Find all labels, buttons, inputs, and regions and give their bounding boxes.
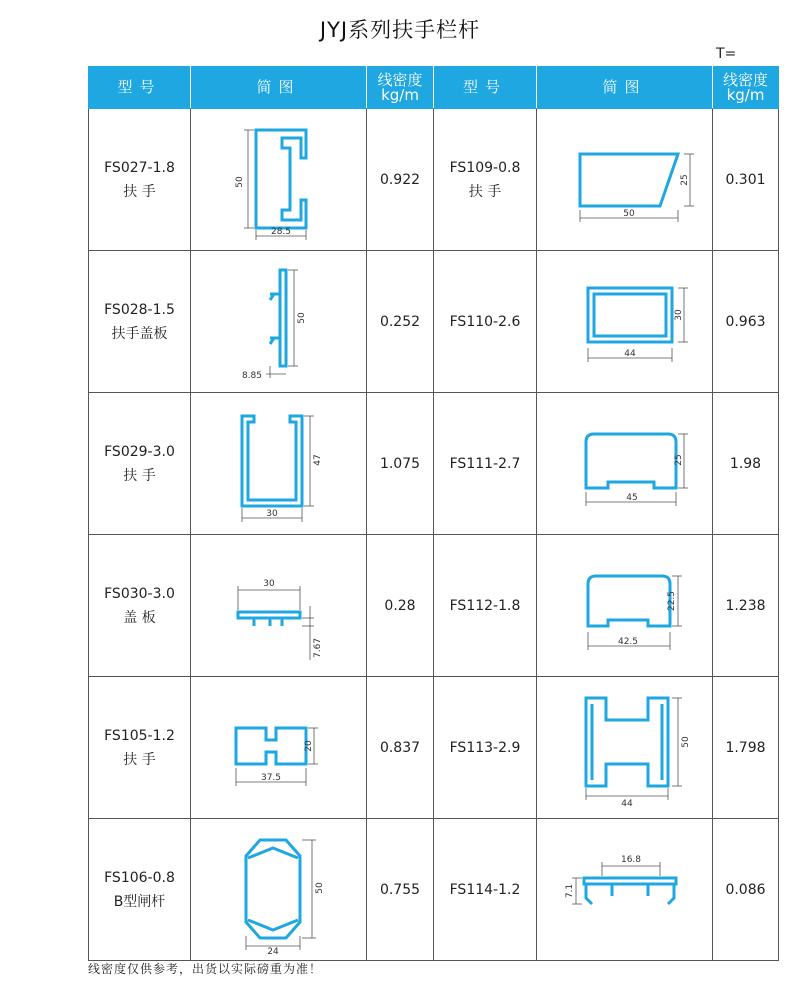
- density-cell: 1.075: [367, 393, 434, 535]
- profile-fs029: [191, 393, 367, 535]
- profile-fs027: [191, 109, 367, 251]
- table-row: [89, 819, 779, 961]
- model-cell: FS028-1.5 扶手盖板: [89, 251, 191, 393]
- svg-text:30: 30: [673, 308, 684, 321]
- model-cell: FS109-0.8 扶 手: [434, 109, 537, 251]
- model-cell: FS029-3.0 扶 手: [89, 393, 191, 535]
- svg-text:47: 47: [312, 453, 323, 466]
- svg-text:44: 44: [620, 798, 633, 809]
- spec-table: [88, 66, 779, 961]
- svg-text:28.5: 28.5: [270, 226, 291, 237]
- table-row: [89, 677, 779, 819]
- svg-text:24: 24: [266, 946, 279, 954]
- profile-fs111: [537, 393, 713, 535]
- model-cell: FS030-3.0 盖 板: [89, 535, 191, 677]
- table-row: [89, 535, 779, 677]
- svg-text:20: 20: [303, 739, 314, 752]
- svg-text:25: 25: [679, 173, 690, 186]
- density-cell: 0.963: [713, 251, 779, 393]
- density-cell: 0.301: [713, 109, 779, 251]
- svg-text:16.8: 16.8: [620, 854, 641, 865]
- model-cell: FS106-0.8 B型闸杆: [89, 819, 191, 961]
- table-row: [89, 393, 779, 535]
- svg-text:7.1: 7.1: [564, 883, 575, 898]
- profile-fs114: [537, 819, 713, 961]
- profile-fs112: [537, 535, 713, 677]
- profile-fs028: [191, 251, 367, 393]
- profile-fs105: [191, 677, 367, 819]
- svg-text:30: 30: [262, 578, 275, 589]
- t-mark: T=: [716, 46, 737, 62]
- table-row: [89, 251, 779, 393]
- density-cell: 0.755: [367, 819, 434, 961]
- header-model-left: 型号: [89, 67, 191, 109]
- svg-text:22.5: 22.5: [666, 590, 677, 611]
- density-cell: 0.837: [367, 677, 434, 819]
- svg-text:50: 50: [314, 881, 325, 894]
- profile-fs110: [537, 251, 713, 393]
- header-density-right: 线密度 kg/m: [713, 67, 779, 109]
- model-cell: FS113-2.9: [434, 677, 537, 819]
- table-row: [89, 109, 779, 251]
- svg-text:8.85: 8.85: [241, 370, 262, 381]
- svg-text:45: 45: [625, 492, 638, 503]
- svg-text:50: 50: [234, 175, 245, 188]
- model-cell: FS105-1.2 扶 手: [89, 677, 191, 819]
- model-cell: FS111-2.7: [434, 393, 537, 535]
- svg-text:42.5: 42.5: [617, 636, 638, 647]
- profile-fs106: [191, 819, 367, 961]
- svg-text:50: 50: [296, 311, 307, 324]
- density-cell: 0.086: [713, 819, 779, 961]
- header-drawing-left: 简图: [191, 67, 367, 109]
- model-cell: FS114-1.2: [434, 819, 537, 961]
- svg-text:50: 50: [622, 208, 635, 219]
- svg-text:44: 44: [623, 348, 636, 359]
- model-cell: FS112-1.8: [434, 535, 537, 677]
- density-cell: 0.922: [367, 109, 434, 251]
- page-title: JYJ系列扶手栏杆: [319, 18, 481, 42]
- model-cell: FS027-1.8 扶 手: [89, 109, 191, 251]
- header-drawing-right: 简图: [537, 67, 713, 109]
- header-row: [89, 67, 779, 109]
- footnote: 线密度仅供参考，出货以实际磅重为准！: [88, 962, 323, 976]
- svg-text:37.5: 37.5: [260, 772, 281, 783]
- profile-fs109: [537, 109, 713, 251]
- profile-fs030: [191, 535, 367, 677]
- profile-fs113: [537, 677, 713, 819]
- svg-text:7.67: 7.67: [312, 637, 323, 658]
- svg-text:50: 50: [680, 735, 691, 748]
- svg-text:25: 25: [673, 453, 684, 466]
- header-model-right: 型号: [434, 67, 537, 109]
- model-cell: FS110-2.6: [434, 251, 537, 393]
- density-cell: 1.238: [713, 535, 779, 677]
- density-cell: 0.28: [367, 535, 434, 677]
- density-cell: 0.252: [367, 251, 434, 393]
- density-cell: 1.98: [713, 393, 779, 535]
- svg-text:30: 30: [265, 508, 278, 519]
- header-density-left: 线密度 kg/m: [367, 67, 434, 109]
- density-cell: 1.798: [713, 677, 779, 819]
